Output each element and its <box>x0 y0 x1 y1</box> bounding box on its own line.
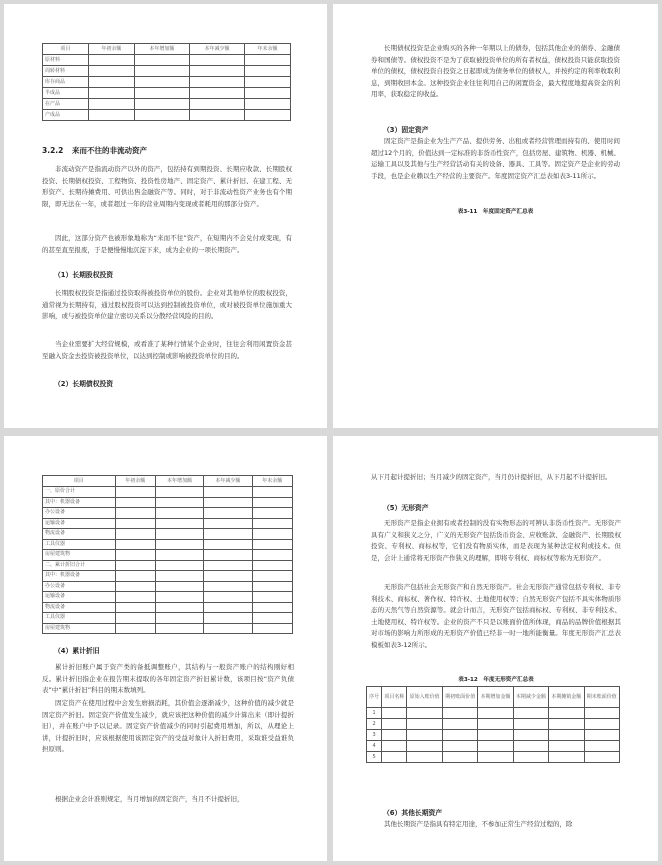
row-label: 产成品 <box>43 110 89 121</box>
table-row <box>43 592 293 603</box>
table-header-cell: 本年减少额 <box>204 476 252 487</box>
row-label: 1 <box>367 708 382 719</box>
table-cell <box>189 66 244 77</box>
row-label: 办公设备 <box>43 581 116 592</box>
table-caption: 表3-11 年度固定资产汇总表 <box>457 209 534 215</box>
table-cell <box>584 752 619 763</box>
table-header-row <box>43 476 293 487</box>
paragraph: 从下月起计提折旧；当月减少的固定资产，当月仍计提折旧，从下月起不计提折旧。 <box>371 473 612 481</box>
table-cell <box>407 752 442 763</box>
table-cell <box>442 730 477 741</box>
table-cell <box>134 55 189 66</box>
table-cell <box>584 719 619 730</box>
table-cell <box>478 730 513 741</box>
table-cell <box>115 623 155 634</box>
table-cell <box>115 602 155 613</box>
paragraph: 非流动资产是指流动资产以外的资产，包括持有到期投资、长期应收款、长期股权投资、长期债权投资、工程物资、投资性房地产、固定资产、累计折旧、在建工程、无形资产、长期待摊费用、可供出售金融资产等。同时，对于非流动性资产业务也有个期限，即无法在一年，或者超过一年的营业周期内变现或者耗用的那部分资产。 <box>42 165 292 208</box>
table-cell <box>115 571 155 582</box>
table-cell <box>442 752 477 763</box>
table-cell <box>88 66 134 77</box>
table-row <box>43 487 293 498</box>
row-label: 运输设备 <box>43 518 116 529</box>
table-cell <box>204 571 252 582</box>
row-label: 二、累计折旧合计 <box>43 560 116 571</box>
table-header-cell: 本年增加额 <box>134 44 189 55</box>
table-header-row <box>367 687 620 708</box>
section-number: 3.2.2 <box>42 146 64 155</box>
table-cell <box>134 77 189 88</box>
row-label: 运输设备 <box>43 592 116 603</box>
paragraph: 当企业需要扩大经营规模，或看准了某种行情某个企业时，往往会利用闲置资金甚至融入资金去投资被投资单位，以达到控制或影响被投资单位的目的。 <box>42 340 292 360</box>
row-label: 半成品 <box>43 88 89 99</box>
paragraph: 无形资产是指企业拥有或者控制的没有实物形态的可辨认非货币性资产。无形资产具有广义和狭义之分，广义的无形资产包括货币资金、应收账款、金融资产、长期股权投资、专利权、商标权等，它们没有物质实体，而是表现为某种法定权利或技术。但是，会计上通常将无形资产作狭义的理解，即将专利权、商标权等称为无形资产。 <box>371 519 621 562</box>
table-cell <box>382 719 407 730</box>
table-row <box>43 77 291 88</box>
table-cell <box>382 752 407 763</box>
subheading: （6）其他长期资产 <box>383 809 443 817</box>
table-cell <box>478 719 513 730</box>
subheading: （1）长期股权投资 <box>54 271 114 279</box>
paragraph: 无形资产包括社会无形资产和自然无形资产。社会无形资产通常包括专利权、非专利技术、商标权、著作权、特许权、土地使用权等；自然无形资产包括不具实体物质形态的天然气等自然资源等。就会计而言，无形资产包括商标权、专利权、非专利技术、土地使用权、特许权等。企业的资产不只是以账面价值所体现，商品的品牌价值根据其对市场的影响力所形成的无形资产价值已经非一时一地所能衡量。年度无形资产汇总表模板如表3-12所示。 <box>371 583 621 649</box>
table-cell <box>155 592 203 603</box>
table-cell <box>245 55 291 66</box>
table-cell <box>189 99 244 110</box>
row-label: 原材料 <box>43 55 89 66</box>
table-cell <box>134 99 189 110</box>
table-header-cell: 期初账面价值 <box>442 687 477 708</box>
table-cell <box>155 581 203 592</box>
row-label: 2 <box>367 719 382 730</box>
table-row <box>43 497 293 508</box>
table-cell <box>134 66 189 77</box>
table-cell <box>204 539 252 550</box>
table-row <box>43 518 293 529</box>
table-cell <box>382 730 407 741</box>
table-cell <box>155 550 203 561</box>
table-header-cell: 本期摊销金额 <box>549 687 584 708</box>
table-cell <box>513 730 548 741</box>
table-cell <box>549 741 584 752</box>
table-row <box>367 708 620 719</box>
table-caption: 表3-12 年度无形资产汇总表 <box>458 677 534 683</box>
table-cell <box>115 487 155 498</box>
table-row <box>367 719 620 730</box>
row-label: 5 <box>367 752 382 763</box>
table-row <box>43 623 293 634</box>
table-cell <box>252 560 292 571</box>
table-header-cell: 年末余额 <box>245 44 291 55</box>
table-cell <box>204 508 252 519</box>
table-cell <box>204 560 252 571</box>
table-row <box>43 110 291 121</box>
table-cell <box>252 518 292 529</box>
row-label: 周转材料 <box>43 66 89 77</box>
table-cell <box>513 708 548 719</box>
table-cell <box>252 539 292 550</box>
table-cell <box>88 88 134 99</box>
table-cell <box>549 730 584 741</box>
table-cell <box>204 497 252 508</box>
page-4 <box>333 436 658 861</box>
table-cell <box>88 77 134 88</box>
paragraph: 固定资产是指企业为生产产品、提供劳务、出租或者经营管理而持有的、使用时间超过12个月的，价值达到一定标准的非货币性资产，包括房屋、建筑物、机器、机械、运输工具以及其他与生产经营活动有关的设备、器具、工具等。固定资产是企业的劳动手段，也是企业赖以生产经营的主要资产。年度固定资产汇总表如表3-11所示。 <box>371 137 620 180</box>
table-row <box>43 539 293 550</box>
table-cell <box>252 529 292 540</box>
table-cell <box>155 508 203 519</box>
row-label: 一、原价合计 <box>43 487 116 498</box>
row-label: 库存商品 <box>43 77 89 88</box>
table-cell <box>478 741 513 752</box>
table-cell <box>252 497 292 508</box>
table-cell <box>204 602 252 613</box>
table-header-cell: 本年减少额 <box>189 44 244 55</box>
table-cell <box>252 623 292 634</box>
table-header-cell: 本期减少金额 <box>513 687 548 708</box>
table-cell <box>204 487 252 498</box>
table-cell <box>88 110 134 121</box>
table-header-cell: 年初余额 <box>115 476 155 487</box>
table-cell <box>252 508 292 519</box>
table-cell <box>204 581 252 592</box>
table-row <box>43 550 293 561</box>
table-cell <box>407 719 442 730</box>
table-cell <box>252 550 292 561</box>
table-row <box>43 613 293 624</box>
table-cell <box>155 487 203 498</box>
table-cell <box>513 741 548 752</box>
table-cell <box>115 539 155 550</box>
table-header-cell: 项目名称 <box>382 687 407 708</box>
table-row <box>43 571 293 582</box>
table-row <box>43 508 293 519</box>
paragraph: 长期债权投资是企业购买的各种一年期以上的债券，包括其他企业的债券、金融债券和国债等。债权投资不是为了获取被投资单位的所有者权益，债权投资只能获取投资单位的债权，债权投资自投资之日起即成为债务单位的债权人，并按约定的利率收取利息，到期收回本金。这种投资企业往往利用自己的闲置资金，最大程度地提高资金的利用率，获取稳定的收益。 <box>371 44 620 99</box>
paragraph: 因此，这部分资产也被形象地称为“来而不往”资产，在短期内不会兑付或变现，有的甚至直至报废，于是便慢慢地沉淀下来，成为企业的一项长期资产。 <box>42 234 292 254</box>
table-cell <box>513 719 548 730</box>
table-row <box>367 741 620 752</box>
table-cell <box>204 550 252 561</box>
table-cell <box>115 550 155 561</box>
page-2 <box>333 4 658 428</box>
table-row <box>43 602 293 613</box>
paragraph: 其他长期资产是指具有特定用途，不参加正常生产经营过程的，除 <box>384 820 573 828</box>
row-label: 工具仪器 <box>43 613 116 624</box>
table-cell <box>204 592 252 603</box>
table-cell <box>549 752 584 763</box>
subheading: （5）无形资产 <box>383 504 429 512</box>
table-cell <box>204 518 252 529</box>
table-row <box>43 560 293 571</box>
row-label: 房屋建筑物 <box>43 623 116 634</box>
table-cell <box>115 497 155 508</box>
table-cell <box>584 708 619 719</box>
table-cell <box>155 539 203 550</box>
table-header-row <box>43 44 291 55</box>
table-cell <box>478 708 513 719</box>
row-label: 办公设备 <box>43 508 116 519</box>
table-cell <box>407 708 442 719</box>
table-cell <box>549 719 584 730</box>
subheading: （4）累计折旧 <box>54 647 100 655</box>
table-cell <box>115 529 155 540</box>
table-cell <box>252 592 292 603</box>
table-row <box>43 529 293 540</box>
table-cell <box>115 560 155 571</box>
table-cell <box>382 741 407 752</box>
table-header-cell: 年末余额 <box>252 476 292 487</box>
table-cell <box>252 487 292 498</box>
table-cell <box>252 602 292 613</box>
table-cell <box>88 55 134 66</box>
table-cell <box>155 518 203 529</box>
table-cell <box>245 66 291 77</box>
row-label: 3 <box>367 730 382 741</box>
table-cell <box>442 719 477 730</box>
paragraph: 累计折旧账户属于资产类的备抵调整账户，其结构与一般资产账户的结构刚好相反。累计折旧指企业在报告期末提取的各年固定资产折旧累计数，该项目按“资产负债表”中“累计折旧”科目的期末数填列。 <box>42 663 294 695</box>
table-cell <box>252 613 292 624</box>
table-header-cell: 项目 <box>43 44 89 55</box>
table-row <box>367 730 620 741</box>
section-heading <box>42 145 147 156</box>
row-label: 在产品 <box>43 99 89 110</box>
table-header-cell: 本年增加额 <box>155 476 203 487</box>
table-cell <box>155 571 203 582</box>
table-cell <box>584 741 619 752</box>
table-cell <box>115 508 155 519</box>
row-label: 4 <box>367 741 382 752</box>
table-cell <box>115 592 155 603</box>
table-row <box>43 55 291 66</box>
row-label: 物流设备 <box>43 529 116 540</box>
table-header-cell: 期末账面价值 <box>584 687 619 708</box>
row-label: 房屋建筑物 <box>43 550 116 561</box>
table-cell <box>513 752 548 763</box>
table-cell <box>442 741 477 752</box>
table-cell <box>88 99 134 110</box>
subheading: （3）固定资产 <box>383 126 429 134</box>
table-cell <box>442 708 477 719</box>
table-header-cell: 序号 <box>367 687 382 708</box>
table-row <box>367 752 620 763</box>
table-cell <box>382 708 407 719</box>
table-cell <box>245 77 291 88</box>
table-cell <box>155 623 203 634</box>
table-cell <box>584 730 619 741</box>
table-cell <box>204 623 252 634</box>
table-cell <box>204 529 252 540</box>
table-cell <box>189 88 244 99</box>
table-cell <box>245 88 291 99</box>
row-label: 物流设备 <box>43 602 116 613</box>
table-cell <box>245 99 291 110</box>
inventory-table <box>42 43 291 121</box>
table-cell <box>407 730 442 741</box>
table-cell <box>155 602 203 613</box>
table-row <box>43 66 291 77</box>
table-cell <box>155 613 203 624</box>
table-cell <box>252 571 292 582</box>
table-row <box>43 88 291 99</box>
table-header-cell: 项目 <box>43 476 116 487</box>
table-cell <box>155 497 203 508</box>
paragraph: 根据企业会计准则规定，当月增加的固定资产，当月不计提折旧， <box>55 795 244 803</box>
intangible-asset-table <box>366 686 620 763</box>
paragraph: 长期股权投资是指通过投资取得被投资单位的股份。企业对其他单位的股权投资，通常视为长期持有，通过股权投资可以达到控制被投资单位，或对被投资单位施加重大影响，或与被投资单位建立密切关系以分散经营风险的目的。 <box>42 289 292 321</box>
table-cell <box>549 708 584 719</box>
table-cell <box>115 581 155 592</box>
table-header-cell: 本期增加金额 <box>478 687 513 708</box>
page-1 <box>4 4 327 428</box>
table-header-cell: 原始入账价值 <box>407 687 442 708</box>
table-cell <box>115 518 155 529</box>
table-cell <box>189 110 244 121</box>
subheading: （2）长期债权投资 <box>54 380 114 388</box>
table-row <box>43 581 293 592</box>
table-cell <box>134 110 189 121</box>
table-cell <box>134 88 189 99</box>
fixed-asset-table <box>42 475 293 634</box>
page-3 <box>4 436 327 861</box>
row-label: 其中：机器设备 <box>43 571 116 582</box>
table-cell <box>115 613 155 624</box>
paragraph: 固定资产在使用过程中会发生磨损消耗，其价值会逐渐减少，这种价值的减少就是固定资产折旧。固定资产价值发生减少，就应该把这种价值的减少计算出来（即计提折旧），并在账户中予以记录。固定资产价值减少的同时引起费用增加，所以，从理论上讲，计提折旧时，应该根据使用该固定资产的受益对象计入折旧费用，采取谁受益谁负担原则。 <box>42 699 294 754</box>
table-cell <box>478 752 513 763</box>
table-header-cell: 年初余额 <box>88 44 134 55</box>
table-cell <box>252 581 292 592</box>
table-cell <box>189 55 244 66</box>
table-cell <box>155 529 203 540</box>
table-row <box>43 99 291 110</box>
row-label: 工具仪器 <box>43 539 116 550</box>
table-cell <box>189 77 244 88</box>
row-label: 其中：机器设备 <box>43 497 116 508</box>
table-cell <box>204 613 252 624</box>
table-cell <box>245 110 291 121</box>
section-title: 来而不往的非流动资产 <box>71 146 147 155</box>
table-cell <box>407 741 442 752</box>
table-cell <box>155 560 203 571</box>
